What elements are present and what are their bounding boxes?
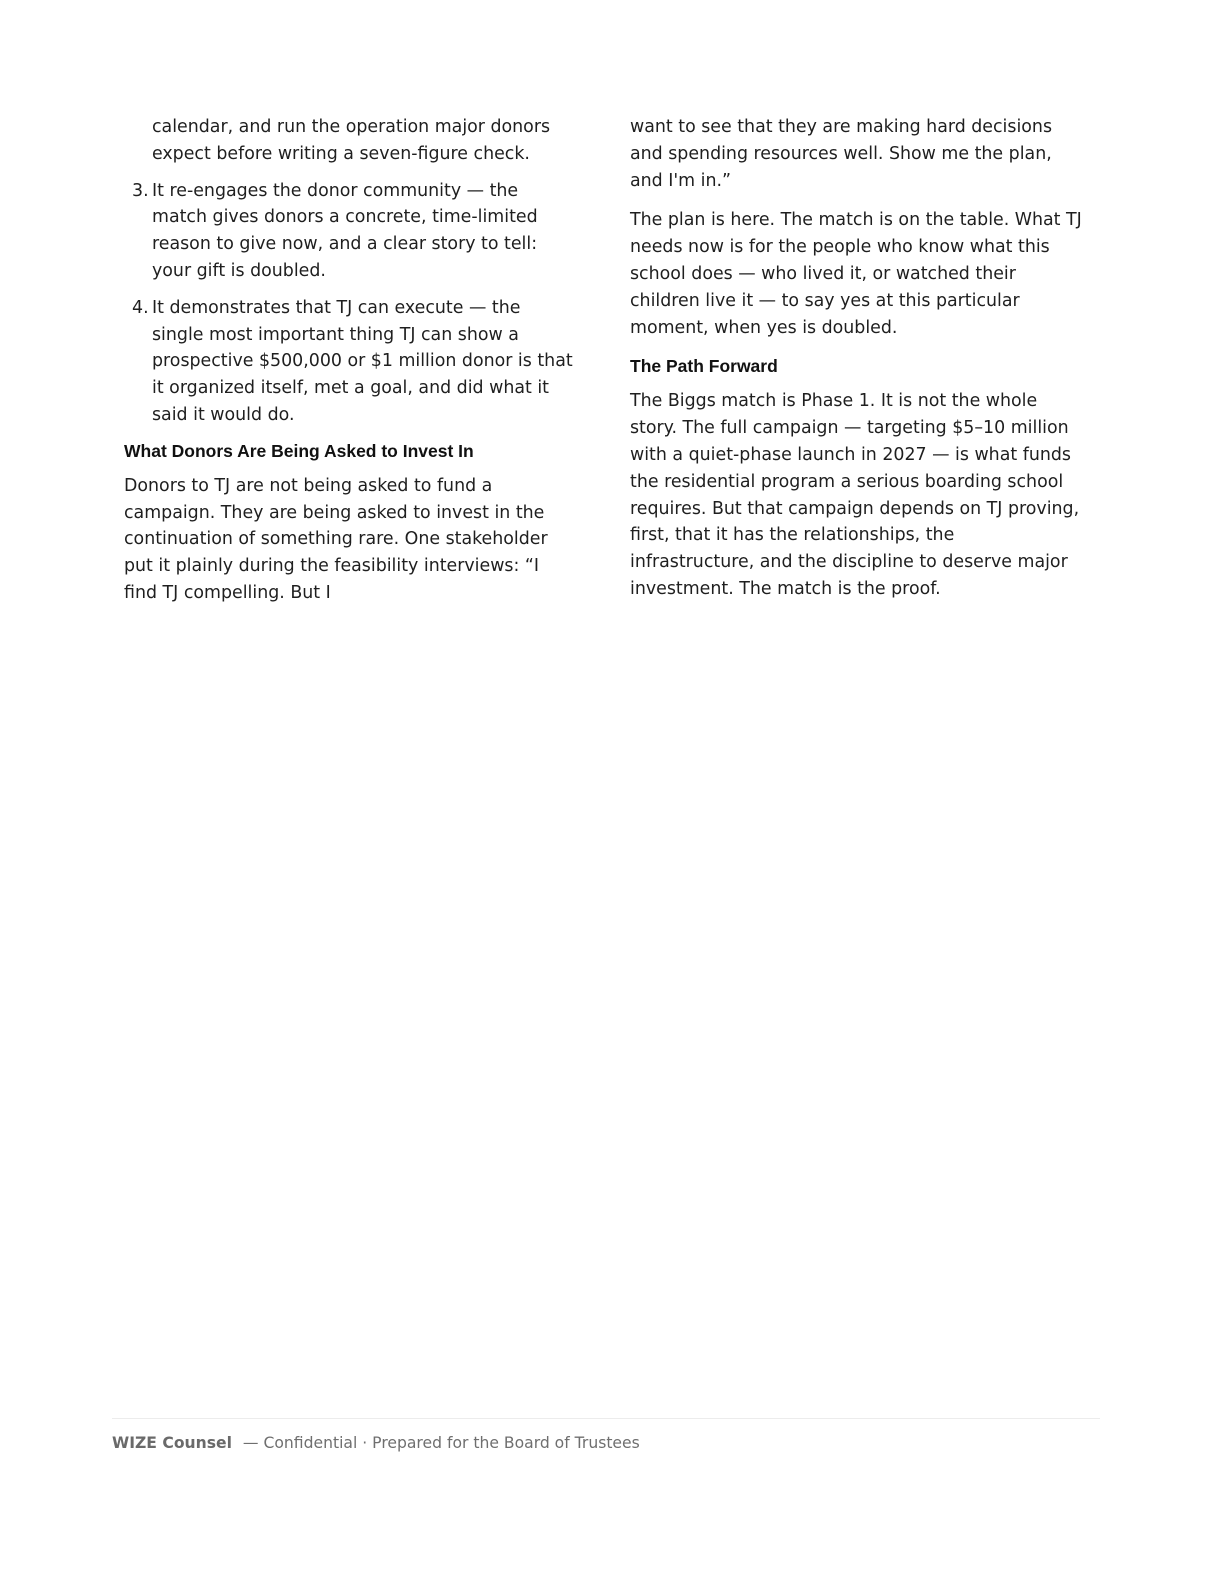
list-marker: 3. [132, 180, 149, 201]
footer-divider [112, 1418, 1100, 1419]
paragraph-plan-is-here: The plan is here. The match is on the table. What TJ needs now is for the people who know what this school does — who lived it, or watched their children live it — to say yes at this particular moment, when yes is doubled. [630, 210, 1082, 338]
footer-brand: WIZE Counsel [112, 1434, 232, 1452]
page-footer [112, 1432, 640, 1454]
paragraph-path-forward: The Biggs match is Phase 1. It is not the whole story. The full campaign — targeting $5–10 million with a quiet-phase launch in 2027 — is what funds the residential program a serious boarding school requires. But that campaign depends on TJ proving, first, that it has the relationships, the infrastructure, and the discipline to deserve major investment. The match is the proof. [630, 391, 1080, 599]
list-item-3 [124, 178, 576, 285]
list-marker: 4. [132, 297, 149, 318]
list-item-text: It demonstrates that TJ can execute — the single most important thing TJ can show a prospective $500,000 or $1 million donor is that it organized itself, met a goal, and did what it said it would do. [152, 297, 573, 425]
section-heading-path-forward: The Path Forward [630, 356, 778, 377]
paragraph-donors-invest: Donors to TJ are not being asked to fund a campaign. They are being asked to invest in the continuation of something rare. One stakeholder put it plainly during the feasibility interviews: “I find TJ compelling. But I [124, 475, 548, 603]
footer-text: — Confidential · Prepared for the Board of Trustees [242, 1434, 640, 1452]
left-column [124, 114, 576, 620]
list-item-4 [124, 295, 576, 429]
right-column [630, 114, 1082, 616]
section-heading-donors-invest: What Donors Are Being Asked to Invest In [124, 440, 474, 461]
list-item-text: calendar, and run the operation major donors expect before writing a seven-figure check. [152, 117, 551, 164]
list-item-2-continuation [124, 114, 576, 168]
paragraph-quote-continuation: want to see that they are making hard decisions and spending resources well. Show me the plan, and I'm in.” [630, 117, 1053, 191]
list-item-text: It re-engages the donor community — the match gives donors a concrete, time-limited reason to give now, and a clear story to tell: your gift is doubled. [152, 180, 538, 281]
